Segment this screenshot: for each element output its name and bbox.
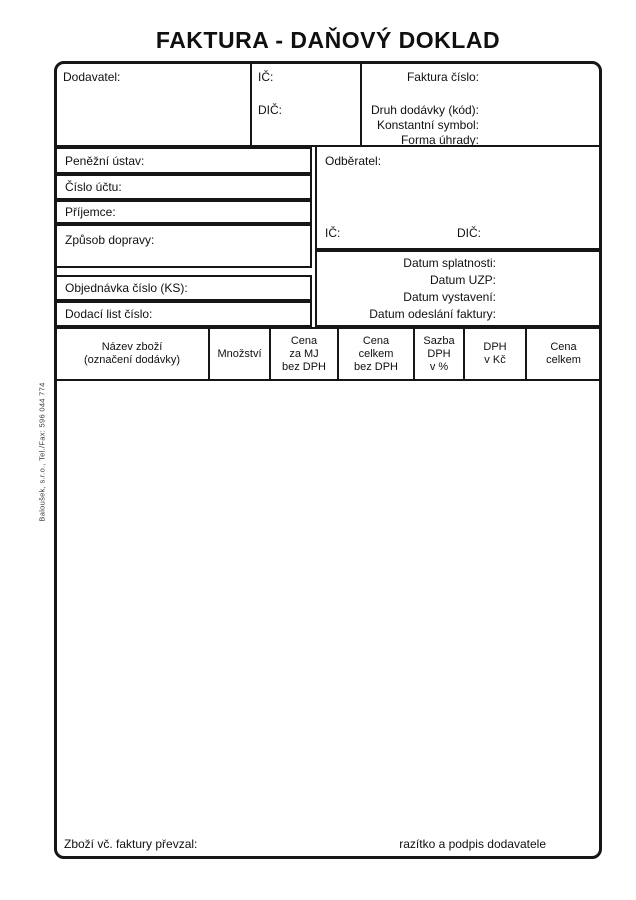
col-unit-price <box>271 329 339 379</box>
col-unit-price-line2: za MJ <box>289 347 319 360</box>
col-vat-amount <box>465 329 527 379</box>
col-vat-amount-line2: v Kč <box>484 354 506 366</box>
sent-date-label: Datum odeslání faktury: <box>369 307 496 321</box>
bank-label: Peněžní ústav: <box>65 153 145 168</box>
stamp-signature-label: razítko a podpis dodavatele <box>399 837 546 851</box>
transport-method-label: Způsob dopravy: <box>65 233 155 247</box>
bank-row <box>54 147 312 174</box>
order-number-row <box>54 275 312 301</box>
customer-label: Odběratel: <box>325 154 382 168</box>
delivery-note-label: Dodací list číslo: <box>65 307 153 321</box>
delivery-type-label: Druh dodávky (kód): <box>370 103 479 117</box>
dates-box <box>315 250 602 327</box>
col-unit-price-line1: Cena <box>290 334 318 347</box>
col-vat-rate-line2: DPH <box>427 347 451 360</box>
col-vat-rate-line1: Sazba <box>423 334 455 347</box>
col-item-name <box>56 329 210 379</box>
items-blank-area <box>57 381 599 831</box>
col-vat-amount-line1: DPH <box>483 341 507 353</box>
customer-dic-label: DIČ: <box>457 226 481 240</box>
account-number-row <box>54 174 312 200</box>
page-title: FAKTURA - DAŇOVÝ DOKLAD <box>155 27 501 53</box>
supplier-label: Dodavatel: <box>63 70 121 84</box>
footer-row <box>54 837 602 851</box>
goods-received-label: Zboží vč. faktury převzal: <box>64 837 198 851</box>
items-table-header <box>54 327 602 381</box>
col-unit-price-line3: bez DPH <box>281 360 327 373</box>
col-vat-rate-line3: v % <box>429 360 449 373</box>
col-quantity <box>210 329 271 379</box>
col-total-line2: celkem <box>546 354 581 366</box>
col-quantity-line1: Množství <box>217 347 262 360</box>
col-total-no-vat-line3: bez DPH <box>353 360 399 373</box>
col-item-name-line1: Název zboží <box>101 341 163 353</box>
order-number-label: Objednávka číslo (KS): <box>65 281 188 295</box>
transport-method-row <box>54 224 312 268</box>
account-number-label: Číslo účtu: <box>65 180 122 194</box>
divider-supplier-ic <box>250 63 252 145</box>
delivery-note-row <box>54 301 312 327</box>
constant-symbol-label: Konstantní symbol: <box>376 118 479 132</box>
printer-side-note: Baloušek, s.r.o., Tel./Fax: 596 044 774 <box>37 382 47 522</box>
col-total-no-vat-line2: celkem <box>358 347 394 360</box>
recipient-row <box>54 200 312 224</box>
uzp-date-label: Datum UZP: <box>429 273 496 287</box>
recipient-label: Příjemce: <box>65 205 116 219</box>
issue-date-label: Datum vystavení: <box>403 290 496 304</box>
col-total-no-vat-line1: Cena <box>362 334 390 347</box>
col-vat-rate <box>415 329 465 379</box>
customer-ic-label: IČ: <box>325 226 341 240</box>
due-date-label: Datum splatnosti: <box>403 256 496 270</box>
col-total <box>527 329 600 379</box>
invoice-meta-gap <box>360 85 479 103</box>
payment-form-label: Forma úhrady: <box>400 133 479 147</box>
customer-box <box>315 145 602 250</box>
col-item-name-line2: (označení dodávky) <box>84 354 180 366</box>
invoice-meta-block <box>360 70 601 148</box>
supplier-dic-label: DIČ: <box>258 103 282 117</box>
supplier-ic-label: IČ: <box>258 70 274 84</box>
col-total-line1: Cena <box>550 341 577 353</box>
invoice-number-label: Faktura číslo: <box>406 70 479 84</box>
col-total-no-vat <box>339 329 415 379</box>
